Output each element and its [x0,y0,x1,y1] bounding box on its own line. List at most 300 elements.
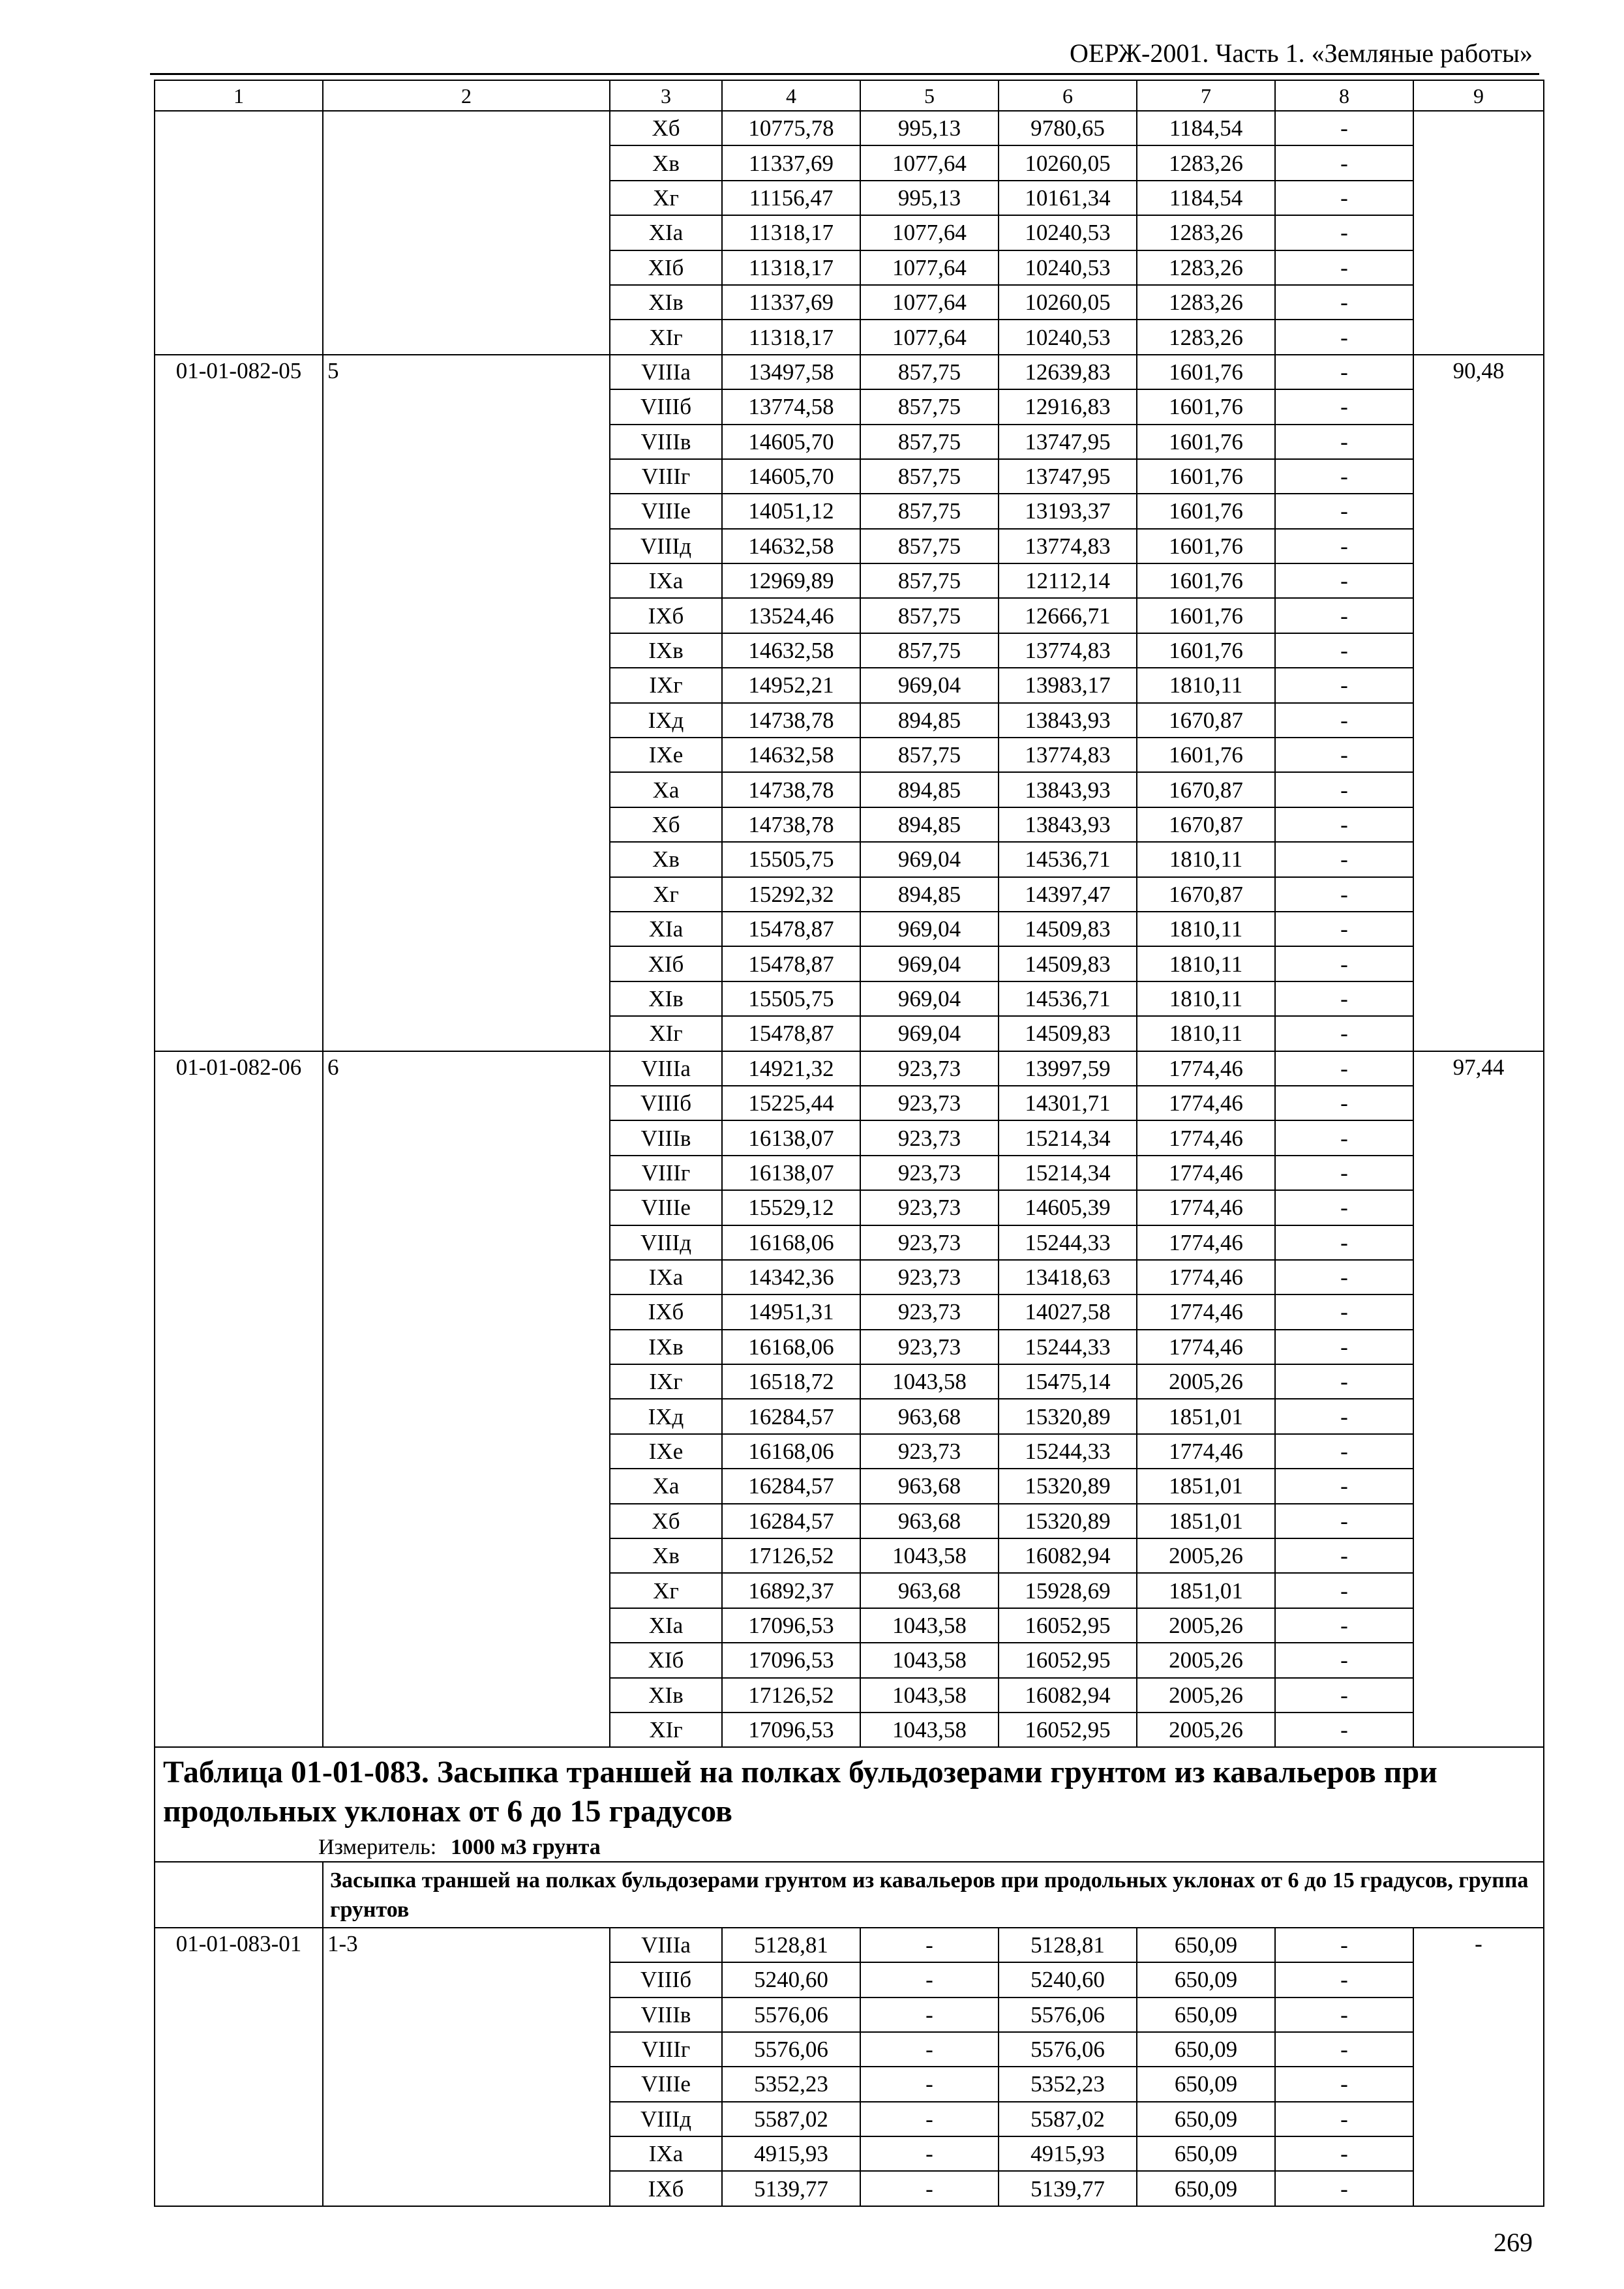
soil-group: VIIIа [610,1928,722,1962]
materials-cost: - [1275,1330,1413,1364]
materials-cost: - [1275,215,1413,250]
labor-materials: 2005,26 [1137,1538,1275,1573]
measure-label: Измеритель: [318,1835,437,1860]
soil-group: Хб [610,1504,722,1538]
soil-group: Хв [610,842,722,876]
rates-table [154,80,1544,2207]
soil-group: IХб [610,2171,722,2206]
total-cost: 16892,37 [722,1573,860,1608]
materials-cost: - [1275,2102,1413,2136]
labor-materials: 1283,26 [1137,285,1275,320]
driver-wage: 5587,02 [999,2102,1137,2136]
materials-cost: - [1275,1538,1413,1573]
soil-group: IХа [610,1260,722,1294]
labor-materials: 650,09 [1137,2171,1275,2206]
machine-cost: 923,73 [860,1190,999,1225]
soil-group: VIIIв [610,425,722,459]
driver-wage: 16052,95 [999,1713,1137,1747]
total-cost: 11337,69 [722,145,860,180]
machine-cost: 963,68 [860,1504,999,1538]
total-cost: 17096,53 [722,1608,860,1643]
labor-materials: 1774,46 [1137,1086,1275,1120]
soil-group: VIIIб [610,1086,722,1120]
driver-wage: 10240,53 [999,250,1137,285]
machine-cost: 923,73 [860,1434,999,1469]
materials-cost: - [1275,633,1413,668]
total-cost: 15225,44 [722,1086,860,1120]
materials-cost: - [1275,1399,1413,1433]
materials-cost: - [1275,494,1413,528]
labor-materials: 1601,76 [1137,738,1275,772]
soil-group: ХIв [610,285,722,320]
total-cost: 5576,06 [722,2032,860,2067]
total-cost: 17096,53 [722,1643,860,1677]
labor-materials: 2005,26 [1137,1713,1275,1747]
soil-group: Хг [610,1573,722,1608]
driver-wage: 14509,83 [999,946,1137,981]
machine-cost: 1043,58 [860,1678,999,1713]
total-cost: 14738,78 [722,703,860,738]
labor-materials: 1283,26 [1137,145,1275,180]
total-cost: 16138,07 [722,1120,860,1155]
labor-materials: 1810,11 [1137,1016,1275,1051]
materials-cost: - [1275,738,1413,772]
materials-cost: - [1275,2067,1413,2101]
driver-wage: 14605,39 [999,1190,1137,1225]
soil-group: ХIа [610,215,722,250]
soil-group: IХе [610,738,722,772]
driver-wage: 10161,34 [999,181,1137,215]
total-cost: 14632,58 [722,738,860,772]
soil-group: ХIб [610,250,722,285]
column-number: 4 [722,80,860,111]
soil-group: IХа [610,563,722,598]
materials-cost: - [1275,320,1413,354]
total-cost: 14921,32 [722,1051,860,1086]
soil-group: ХIв [610,981,722,1016]
column-number: 8 [1275,80,1413,111]
driver-wage: 14027,58 [999,1294,1137,1329]
materials-cost: - [1275,1643,1413,1677]
labor-materials: 1774,46 [1137,1120,1275,1155]
machine-cost: 923,73 [860,1156,999,1190]
machine-cost: 857,75 [860,633,999,668]
machine-cost: 969,04 [860,981,999,1016]
materials-cost: - [1275,1713,1413,1747]
column-number: 9 [1413,80,1544,111]
driver-wage: 4915,93 [999,2136,1137,2171]
machine-cost: 857,75 [860,738,999,772]
total-cost: 15505,75 [722,981,860,1016]
total-cost: 10775,78 [722,111,860,145]
soil-group: Хг [610,877,722,912]
machine-cost: 969,04 [860,946,999,981]
materials-cost: - [1275,1016,1413,1051]
driver-wage: 13774,83 [999,633,1137,668]
total-cost: 5139,77 [722,2171,860,2206]
driver-wage: 15320,89 [999,1504,1137,1538]
driver-wage: 16082,94 [999,1678,1137,1713]
machine-cost: 923,73 [860,1330,999,1364]
machine-cost: 1077,64 [860,215,999,250]
materials-cost: - [1275,842,1413,876]
machine-cost: 894,85 [860,772,999,807]
labor-materials: 1601,76 [1137,563,1275,598]
total-cost: 16138,07 [722,1156,860,1190]
driver-wage: 15244,33 [999,1225,1137,1260]
materials-cost: - [1275,1997,1413,2032]
table-083-title: Таблица 01-01-083. Засыпка траншей на полках бульдозерами грунтом из кавальеров при продольных уклонах от 6 до 15 градусов [163,1755,1437,1829]
driver-wage: 15320,89 [999,1469,1137,1503]
labor-materials: 1851,01 [1137,1469,1275,1503]
soil-group: ХIа [610,912,722,946]
materials-cost: - [1275,946,1413,981]
labor-materials: 1601,76 [1137,425,1275,459]
total-cost: 16168,06 [722,1225,860,1260]
materials-cost: - [1275,389,1413,424]
column-number: 2 [323,80,610,111]
table-title-row [155,1747,1544,1862]
measure-line [163,1836,1537,1859]
total-cost: 11318,17 [722,215,860,250]
total-cost: 15529,12 [722,1190,860,1225]
column-number: 3 [610,80,722,111]
soil-group: IХд [610,703,722,738]
labor-materials: 1184,54 [1137,111,1275,145]
machine-cost: 1043,58 [860,1538,999,1573]
labor-materials: 1601,76 [1137,529,1275,563]
labor-materials: 650,09 [1137,1928,1275,1962]
machine-cost: - [860,2067,999,2101]
machine-cost: 894,85 [860,877,999,912]
materials-cost: - [1275,807,1413,842]
soil-group: IХе [610,1434,722,1469]
driver-wage: 5139,77 [999,2171,1137,2206]
machine-cost: 963,68 [860,1469,999,1503]
machine-cost: 857,75 [860,459,999,494]
machine-cost: - [860,1997,999,2032]
total-cost: 13524,46 [722,598,860,633]
soil-group: Ха [610,1469,722,1503]
driver-wage: 10260,05 [999,285,1137,320]
machine-cost: 1043,58 [860,1713,999,1747]
materials-cost: - [1275,1190,1413,1225]
soil-group: ХIб [610,1643,722,1677]
materials-cost: - [1275,1962,1413,1997]
labor-materials: 1774,46 [1137,1190,1275,1225]
labor-materials: 650,09 [1137,2136,1275,2171]
labor-materials: 1670,87 [1137,877,1275,912]
driver-wage: 12112,14 [999,563,1137,598]
labor-materials: 1670,87 [1137,807,1275,842]
soil-group: IХб [610,1294,722,1329]
labor-materials: 1774,46 [1137,1330,1275,1364]
driver-wage: 10260,05 [999,145,1137,180]
total-cost: 14738,78 [722,772,860,807]
materials-cost: - [1275,1225,1413,1260]
labor-materials: 650,09 [1137,2102,1275,2136]
running-header: ОЕРЖ-2001. Часть 1. «Земляные работы» [1070,38,1533,68]
labor-materials: 1810,11 [1137,668,1275,702]
soil-group: VIIIг [610,2032,722,2067]
labor-materials: 1184,54 [1137,181,1275,215]
driver-wage: 12666,71 [999,598,1137,633]
driver-wage: 15244,33 [999,1434,1137,1469]
soil-group: IХг [610,668,722,702]
total-cost: 12969,89 [722,563,860,598]
materials-cost: - [1275,145,1413,180]
materials-cost: - [1275,111,1413,145]
soil-group: VIIIд [610,2102,722,2136]
total-cost: 14738,78 [722,807,860,842]
total-cost: 16168,06 [722,1434,860,1469]
machine-cost: - [860,1928,999,1962]
materials-cost: - [1275,529,1413,563]
soil-group: VIIIв [610,1997,722,2032]
soil-group: ХIг [610,320,722,354]
total-cost: 5240,60 [722,1962,860,1997]
driver-wage: 13418,63 [999,1260,1137,1294]
driver-wage: 16082,94 [999,1538,1137,1573]
labor-materials: 1774,46 [1137,1294,1275,1329]
soil-group: IХв [610,1330,722,1364]
driver-wage: 5576,06 [999,1997,1137,2032]
labor-materials: 1774,46 [1137,1051,1275,1086]
total-cost: 14632,58 [722,633,860,668]
driver-wage: 14301,71 [999,1086,1137,1120]
driver-wage: 5352,23 [999,2067,1137,2101]
labor-materials: 1601,76 [1137,355,1275,389]
driver-wage: 13747,95 [999,425,1137,459]
total-cost: 15505,75 [722,842,860,876]
machine-cost: 857,75 [860,494,999,528]
machine-cost: 923,73 [860,1120,999,1155]
page-number: 269 [1494,2228,1533,2257]
materials-cost: - [1275,1086,1413,1120]
labor-materials: 650,09 [1137,1997,1275,2032]
machine-cost: 1077,64 [860,320,999,354]
materials-cost: - [1275,1051,1413,1086]
rate-parameter [323,111,610,355]
total-cost: 17126,52 [722,1538,860,1573]
materials-cost: - [1275,250,1413,285]
column-number: 7 [1137,80,1275,111]
soil-group: ХIг [610,1016,722,1051]
rate-code: 01-01-083-01 [155,1928,323,2206]
soil-group: VIIIб [610,389,722,424]
total-cost: 14605,70 [722,459,860,494]
labor-hours: - [1413,1928,1544,2206]
total-cost: 17126,52 [722,1678,860,1713]
materials-cost: - [1275,703,1413,738]
labor-materials: 2005,26 [1137,1643,1275,1677]
materials-cost: - [1275,1260,1413,1294]
labor-materials: 650,09 [1137,1962,1275,1997]
machine-cost: 923,73 [860,1051,999,1086]
materials-cost: - [1275,877,1413,912]
machine-cost: 894,85 [860,703,999,738]
labor-materials: 1810,11 [1137,912,1275,946]
soil-group: Хб [610,807,722,842]
materials-cost: - [1275,1678,1413,1713]
labor-materials: 1810,11 [1137,946,1275,981]
labor-materials: 2005,26 [1137,1608,1275,1643]
machine-cost: 857,75 [860,425,999,459]
labor-materials: 1601,76 [1137,389,1275,424]
labor-materials: 1774,46 [1137,1156,1275,1190]
soil-group: VIIIа [610,355,722,389]
labor-materials: 1851,01 [1137,1399,1275,1433]
soil-group: VIIIе [610,2067,722,2101]
driver-wage: 13843,93 [999,703,1137,738]
materials-cost: - [1275,2171,1413,2206]
labor-materials: 1601,76 [1137,598,1275,633]
labor-materials: 1670,87 [1137,772,1275,807]
materials-cost: - [1275,981,1413,1016]
materials-cost: - [1275,912,1413,946]
soil-group: VIIIе [610,494,722,528]
table-083-description: Засыпка траншей на полках бульдозерами грунтом из кавальеров при продольных уклонах от 6 до 15 градусов, группа грунтов [323,1862,1544,1927]
soil-group: IХв [610,633,722,668]
machine-cost: 923,73 [860,1294,999,1329]
table-row [155,111,1544,145]
machine-cost: 923,73 [860,1225,999,1260]
machine-cost: 963,68 [860,1399,999,1433]
column-number-row [155,80,1544,111]
materials-cost: - [1275,1608,1413,1643]
machine-cost: 1077,64 [860,145,999,180]
column-number: 1 [155,80,323,111]
total-cost: 14632,58 [722,529,860,563]
driver-wage: 15320,89 [999,1399,1137,1433]
materials-cost: - [1275,598,1413,633]
materials-cost: - [1275,1504,1413,1538]
machine-cost: 969,04 [860,1016,999,1051]
driver-wage: 13774,83 [999,529,1137,563]
labor-materials: 1601,76 [1137,459,1275,494]
driver-wage: 10240,53 [999,320,1137,354]
machine-cost: 857,75 [860,355,999,389]
total-cost: 16284,57 [722,1399,860,1433]
materials-cost: - [1275,1120,1413,1155]
rate-code: 01-01-082-06 [155,1051,323,1748]
materials-cost: - [1275,1156,1413,1190]
soil-group: VIIIд [610,1225,722,1260]
total-cost: 13774,58 [722,389,860,424]
total-cost: 16284,57 [722,1504,860,1538]
soil-group: VIIIб [610,1962,722,1997]
labor-hours: 97,44 [1413,1051,1544,1748]
total-cost: 15292,32 [722,877,860,912]
machine-cost: 923,73 [860,1260,999,1294]
labor-materials: 1774,46 [1137,1434,1275,1469]
labor-materials: 1851,01 [1137,1504,1275,1538]
driver-wage: 9780,65 [999,111,1137,145]
machine-cost: - [860,2102,999,2136]
materials-cost: - [1275,563,1413,598]
machine-cost: 969,04 [860,668,999,702]
labor-materials: 650,09 [1137,2067,1275,2101]
driver-wage: 5240,60 [999,1962,1137,1997]
materials-cost: - [1275,668,1413,702]
soil-group: IХб [610,598,722,633]
rate-parameter: 6 [323,1051,610,1748]
driver-wage: 16052,95 [999,1643,1137,1677]
driver-wage: 5128,81 [999,1928,1137,1962]
driver-wage: 13774,83 [999,738,1137,772]
soil-group: VIIIе [610,1190,722,1225]
driver-wage: 15928,69 [999,1573,1137,1608]
machine-cost: - [860,2032,999,2067]
soil-group: Хг [610,181,722,215]
total-cost: 15478,87 [722,1016,860,1051]
total-cost: 5576,06 [722,1997,860,2032]
total-cost: 15478,87 [722,946,860,981]
table-row [155,355,1544,389]
labor-materials: 2005,26 [1137,1678,1275,1713]
soil-group: ХIг [610,1713,722,1747]
machine-cost: - [860,2136,999,2171]
rate-code: 01-01-082-05 [155,355,323,1051]
machine-cost: 894,85 [860,807,999,842]
soil-group: Хв [610,1538,722,1573]
machine-cost: 923,73 [860,1086,999,1120]
machine-cost: 969,04 [860,842,999,876]
materials-cost: - [1275,285,1413,320]
labor-materials: 1774,46 [1137,1260,1275,1294]
materials-cost: - [1275,2136,1413,2171]
driver-wage: 13983,17 [999,668,1137,702]
driver-wage: 14509,83 [999,912,1137,946]
total-cost: 5587,02 [722,2102,860,2136]
total-cost: 11318,17 [722,320,860,354]
header-rule [150,73,1539,75]
machine-cost: 857,75 [860,529,999,563]
rate-code [155,111,323,355]
total-cost: 5128,81 [722,1928,860,1962]
driver-wage: 14509,83 [999,1016,1137,1051]
labor-hours [1413,111,1544,355]
machine-cost: 1077,64 [860,285,999,320]
soil-group: ХIб [610,946,722,981]
driver-wage: 13747,95 [999,459,1137,494]
labor-hours: 90,48 [1413,355,1544,1051]
soil-group: ХIа [610,1608,722,1643]
soil-group: ХIв [610,1678,722,1713]
driver-wage: 15214,34 [999,1156,1137,1190]
materials-cost: - [1275,1294,1413,1329]
soil-group: VIIIг [610,1156,722,1190]
labor-materials: 1851,01 [1137,1573,1275,1608]
soil-group: IХд [610,1399,722,1433]
labor-materials: 1810,11 [1137,842,1275,876]
materials-cost: - [1275,1434,1413,1469]
soil-group: Ха [610,772,722,807]
soil-group: VIIIг [610,459,722,494]
total-cost: 13497,58 [722,355,860,389]
driver-wage: 15214,34 [999,1120,1137,1155]
driver-wage: 16052,95 [999,1608,1137,1643]
labor-materials: 2005,26 [1137,1364,1275,1399]
rate-parameter: 1-3 [323,1928,610,2206]
driver-wage: 14536,71 [999,981,1137,1016]
soil-group: IХг [610,1364,722,1399]
machine-cost: 857,75 [860,598,999,633]
total-cost: 11156,47 [722,181,860,215]
column-number: 5 [860,80,999,111]
driver-wage: 14397,47 [999,877,1137,912]
materials-cost: - [1275,1573,1413,1608]
